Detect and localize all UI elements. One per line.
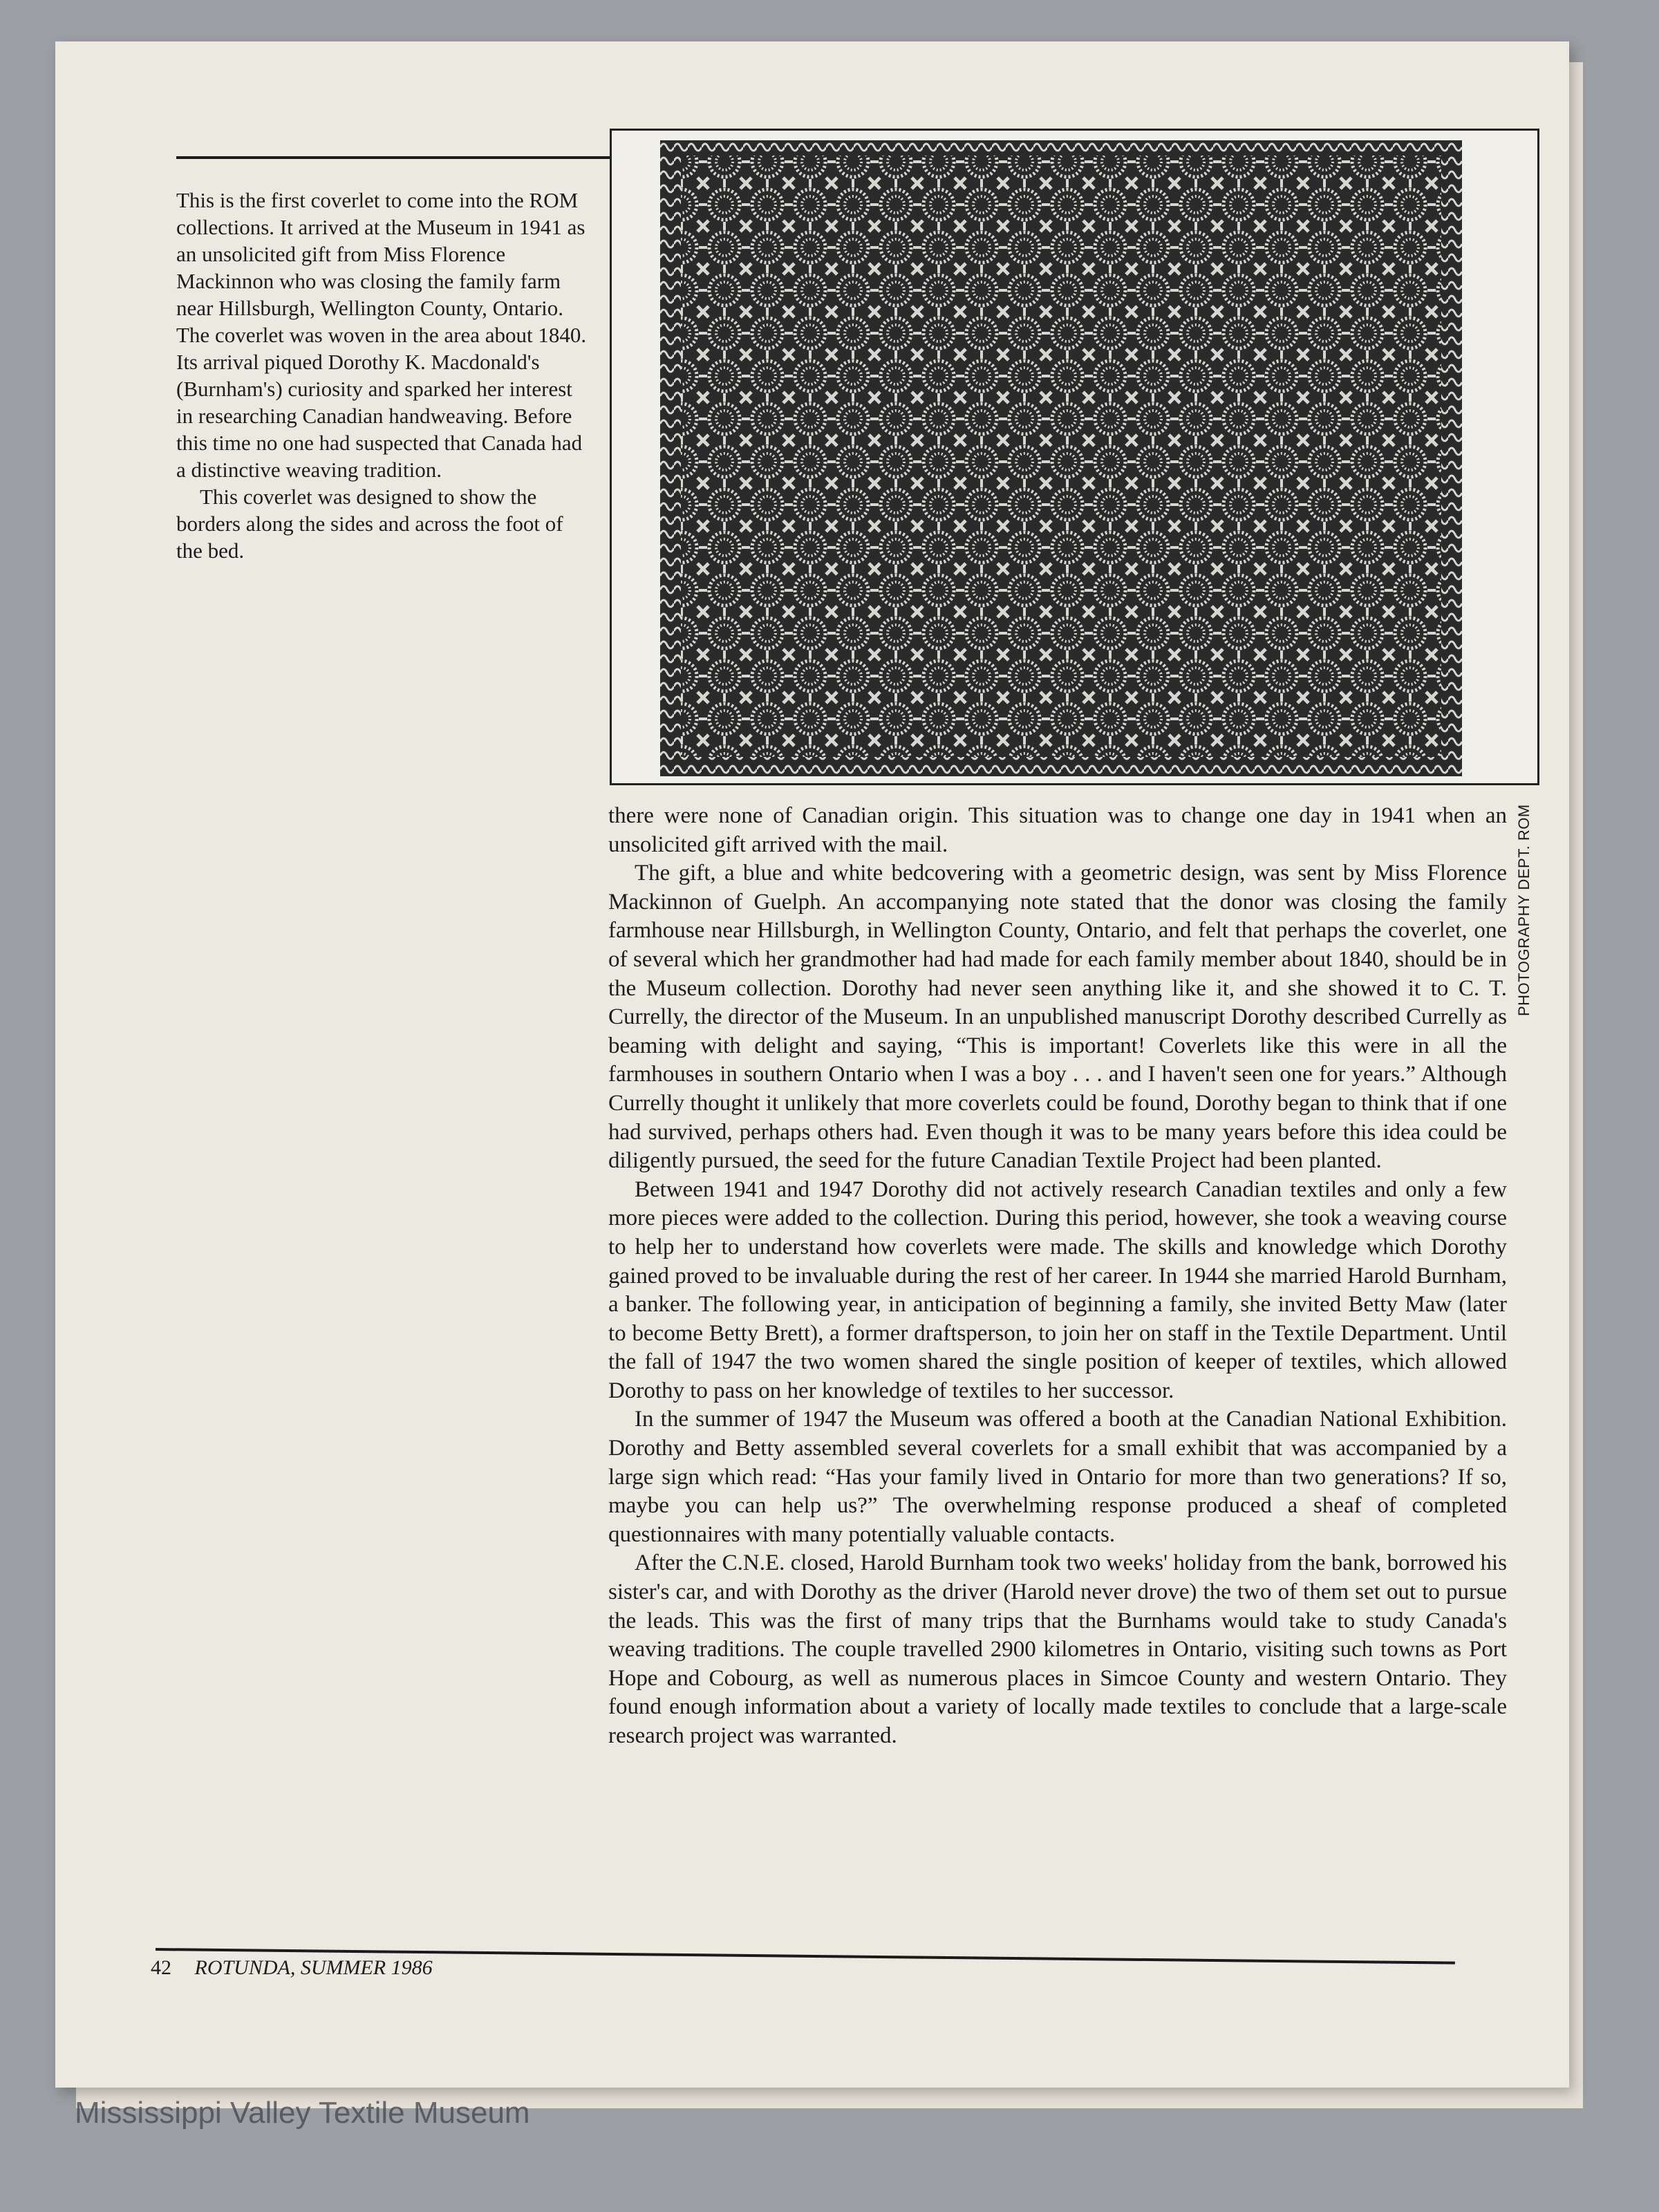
coverlet-photo bbox=[660, 140, 1462, 776]
page-number: 42 bbox=[151, 1956, 171, 1979]
article-paragraph-3: Between 1941 and 1947 Dorothy did not actively research Canadian textiles and only a few more pieces were added to the collection. During this period, however, she took a weaving course to help her to understand how coverlets were made. The skills and knowledge which Dorothy gained proved to be invaluable during the rest of her career. In 1944 she married Harold Burnham, a banker. The following year, in anticipation of beginning a family, she invited Betty Maw (later to become Betty Brett), a former draftsperson, to join her on staff in the Textile Department. Until the fall of 1947 the two women shared the single position of keeper of textiles, which allowed Dorothy to pass on her knowledge of textiles to her successor. bbox=[608, 1177, 1507, 1403]
article-body bbox=[608, 802, 1507, 1751]
caption-paragraph-1: This is the first coverlet to come into the ROM collections. It arrived at the Museum in 1941 as an unsolicited gift from Miss Florence Mackinnon who was closing the family farm near Hillsburgh, Wellington County, Ontario. The coverlet was woven in the area about 1840. Its arrival piqued Dorothy K. Macdonald's (Burnham's) curiosity and sparked her interest in researching Canadian handweaving. Before this time no one had suspected that Canada had a distinctive weaving tradition. bbox=[176, 188, 587, 482]
article-paragraph-5: After the C.N.E. closed, Harold Burnham took two weeks' holiday from the bank, borrowed his sister's car, and with Dorothy as the driver (Harold never drove) the two of them set out to pursue the leads. This was the first of many trips that the Burnhams would take to study Canada's weaving traditions. The couple travelled 2900 kilometres in Ontario, visiting such towns as Port Hope and Cobourg, as well as numerous places in Simcoe County and western Ontario. They found enough information about a variety of locally made textiles to conclude that a large-scale research project was warranted. bbox=[608, 1550, 1507, 1748]
article-paragraph-2: The gift, a blue and white bedcovering with a geometric design, was sent by Miss Florence Mackinnon of Guelph. An accompanying note stated that the donor was closing the family farmhouse near Hillsburgh, in Wellington County, Ontario, and felt that perhaps the coverlet, one of several which her grandmother had had made for each family member about 1840, should be in the Museum collection. Dorothy had never seen anything like it, and she showed it to C. T. Currelly, the director of the Museum. In an unpublished manuscript Dorothy described Currelly as beaming with delight and saying, “This is important! Coverlets like this were in all the farmhouses in southern Ontario when I was a boy . . . and I haven't seen one for years.” Although Currelly thought it unlikely that more coverlets could be found, Dorothy began to think that if one had survived, perhaps others had. Even though it was to be many years before this idea could be diligently pursued, the seed for the future Canadian Textile Project had been planted. bbox=[608, 861, 1507, 1174]
caption-paragraph-2: This coverlet was designed to show the borders along the sides and across the foot of the bed. bbox=[176, 485, 563, 563]
top-rule bbox=[176, 156, 626, 159]
article-paragraph-1: there were none of Canadian origin. This situation was to change one day in 1941 when an unsolicited gift arrived with the mail. bbox=[608, 803, 1507, 857]
photo-credit bbox=[1514, 795, 1535, 1016]
coverlet-photo-frame bbox=[610, 129, 1539, 785]
coverlet-pattern bbox=[660, 140, 1462, 776]
page-footer bbox=[151, 1956, 433, 1980]
publication-name: ROTUNDA, SUMMER 1986 bbox=[194, 1956, 433, 1979]
photo-credit-text: PHOTOGRAPHY DEPT. ROM bbox=[1515, 804, 1533, 1016]
watermark-text: Mississippi Valley Textile Museum bbox=[75, 2096, 530, 2130]
sidebar-caption bbox=[176, 187, 591, 564]
article-paragraph-4: In the summer of 1947 the Museum was offered a booth at the Canadian National Exhibition. Dorothy and Betty assembled several coverlets for a small exhibit that was accompanied by a large sign which read: “Has your family lived in Ontario for more than two generations? If so, maybe you can help us?” The overwhelming response produced a sheaf of completed questionnaires with many potentially valuable contacts. bbox=[608, 1407, 1507, 1547]
